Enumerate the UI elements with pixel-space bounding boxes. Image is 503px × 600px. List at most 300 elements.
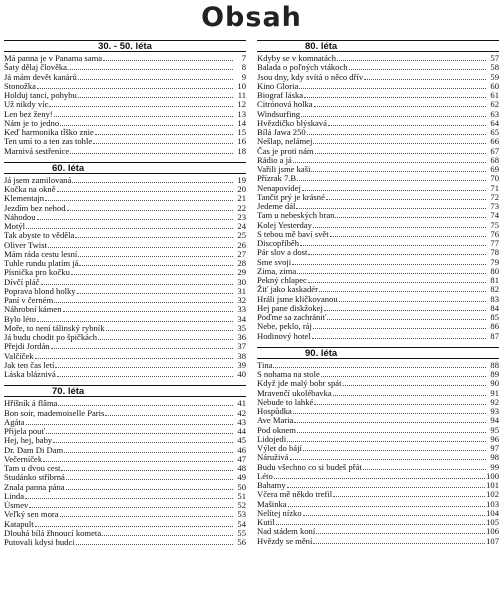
dot-leader [327, 314, 486, 320]
toc-entry[interactable] [257, 239, 499, 248]
toc-section [4, 40, 246, 156]
page-number: 92 [490, 397, 499, 407]
toc-entry[interactable] [4, 147, 246, 156]
toc-entry[interactable] [4, 119, 246, 128]
song-title: Rádio a já [257, 155, 292, 165]
song-title: Jak ten čas letí [4, 360, 55, 370]
toc-entry[interactable] [4, 268, 246, 277]
toc-entry[interactable] [257, 100, 499, 109]
dot-leader [105, 410, 233, 416]
toc-entry[interactable] [4, 333, 246, 342]
page-number: 96 [490, 434, 499, 444]
dot-leader [311, 166, 486, 172]
toc-entry[interactable] [4, 305, 246, 314]
toc-entry[interactable] [4, 483, 246, 492]
dot-leader [294, 417, 486, 423]
toc-entry[interactable] [4, 361, 246, 370]
dot-leader [287, 436, 486, 442]
song-title: Vařili jsme kaši [257, 165, 311, 174]
song-title: S tebou mě baví svět [257, 229, 329, 239]
song-title: Nenapovídej [257, 183, 301, 193]
page-number: 26 [237, 240, 246, 250]
section-heading: 80. léta [257, 40, 499, 52]
page-number: 95 [490, 425, 499, 435]
page-number: 7 [241, 54, 246, 63]
toc-entry[interactable] [257, 407, 499, 416]
toc-entry[interactable] [4, 409, 246, 418]
toc-entry[interactable] [257, 285, 499, 294]
page-number: 106 [486, 527, 499, 537]
page-number: 102 [486, 490, 499, 500]
toc-entry[interactable] [257, 63, 499, 72]
song-title: Hvězdy se mění [257, 536, 313, 546]
dot-leader [48, 242, 233, 248]
page-number: 33 [237, 305, 246, 315]
dot-leader [316, 528, 485, 534]
page-number: 73 [490, 202, 499, 211]
page-number: 78 [490, 248, 499, 258]
dot-leader [304, 92, 486, 98]
toc-entry[interactable] [257, 54, 499, 63]
page-number: 99 [490, 462, 499, 472]
dot-leader [297, 427, 486, 433]
toc-entry[interactable] [4, 259, 246, 268]
song-title: Tak abyste to věděla [4, 231, 75, 241]
dot-leader [274, 473, 485, 479]
page-number: 39 [237, 360, 246, 370]
dot-leader [276, 519, 485, 525]
page-number: 85 [490, 313, 499, 322]
dot-leader [41, 279, 233, 285]
dot-leader [61, 465, 233, 471]
toc-entry[interactable] [4, 455, 246, 464]
toc-entry[interactable] [257, 137, 499, 146]
page-number: 57 [490, 54, 499, 63]
toc-entry[interactable] [4, 418, 246, 427]
toc-entry[interactable] [4, 213, 246, 222]
toc-entry[interactable] [257, 361, 499, 370]
song-title: Hráli jsme kličkovanou [257, 294, 338, 304]
dot-leader [45, 195, 233, 201]
page-number: 10 [237, 81, 246, 91]
song-title: Ave Maria [257, 416, 294, 426]
song-title: Kolej Yesterday [257, 220, 312, 230]
page-number: 30 [237, 277, 246, 287]
page-number: 100 [486, 471, 499, 481]
page-number: 80 [490, 266, 499, 276]
song-title: Večerníček [4, 454, 43, 464]
song-title: Já jsem zamilovaná [4, 175, 72, 185]
dot-leader [293, 157, 486, 163]
song-title: Discopříběh [257, 239, 300, 248]
song-title: Pod oknem [257, 425, 296, 435]
dot-leader [273, 362, 486, 368]
song-title: Náhrobní kámen [4, 305, 62, 315]
song-title: Bahamy [257, 481, 286, 490]
dot-leader [297, 175, 486, 181]
toc-entry[interactable] [257, 267, 499, 276]
song-title: Včera mě někdo trefil [257, 490, 333, 500]
song-title: Znala panna pána [4, 482, 65, 492]
page-number: 28 [237, 259, 246, 268]
page-number: 71 [490, 183, 499, 193]
page-number: 86 [490, 322, 499, 332]
toc-entry[interactable] [257, 147, 499, 156]
page-number: 50 [237, 482, 246, 492]
page-number: 19 [237, 175, 246, 185]
page-number: 11 [237, 91, 246, 100]
song-title: Jsou dny, kdy svítá o něco dřív [257, 72, 364, 82]
dot-leader [29, 502, 233, 508]
dot-leader [49, 101, 233, 107]
dot-leader [95, 129, 233, 135]
toc-entry[interactable] [257, 416, 499, 425]
page-number: 41 [237, 399, 246, 409]
page-number: 72 [490, 192, 499, 202]
toc-entry[interactable] [4, 296, 246, 305]
toc-entry[interactable] [4, 54, 246, 63]
song-title: Mravenčí ukolébavka [257, 388, 332, 398]
toc-entry[interactable] [257, 193, 499, 202]
song-title: Sme svoji [257, 257, 292, 267]
toc-entry[interactable] [257, 444, 499, 453]
dot-leader [26, 223, 233, 229]
song-title: Biograf láska [257, 91, 304, 100]
page-number: 59 [490, 72, 499, 82]
dot-leader [300, 240, 486, 246]
dot-leader [60, 511, 233, 517]
page-number: 91 [490, 388, 499, 398]
toc-entry[interactable] [4, 436, 246, 445]
dot-leader [308, 249, 486, 255]
toc-entry[interactable] [257, 202, 499, 211]
page-number: 68 [490, 155, 499, 165]
dot-leader [319, 286, 486, 292]
toc-entry[interactable] [4, 100, 246, 109]
song-title: Nad stádem koní [257, 527, 316, 537]
toc-entry[interactable] [4, 222, 246, 231]
page-number: 15 [237, 128, 246, 137]
toc-entry[interactable] [257, 426, 499, 435]
dot-leader [53, 437, 233, 443]
page-number: 70 [490, 174, 499, 184]
toc-entry[interactable] [4, 241, 246, 250]
toc-entry[interactable] [257, 184, 499, 193]
song-title: Tančit prý je krásné [257, 192, 325, 202]
page-number: 97 [490, 444, 499, 453]
toc-entry[interactable] [257, 537, 499, 546]
section-heading: 70. léta [4, 385, 246, 397]
toc-entry[interactable] [4, 427, 246, 436]
dot-leader [303, 445, 486, 451]
toc-entry[interactable] [257, 398, 499, 407]
page-number: 81 [490, 276, 499, 285]
dot-leader [58, 400, 233, 406]
page-number: 104 [486, 508, 499, 518]
dot-leader [76, 539, 233, 545]
page-number: 107 [486, 536, 499, 546]
page-number: 61 [490, 91, 499, 100]
page-number: 13 [237, 109, 246, 119]
dot-leader [339, 296, 486, 302]
song-title: Čas je proti nám [257, 146, 314, 156]
toc-entry[interactable] [4, 176, 246, 185]
toc-entry[interactable] [257, 313, 499, 322]
page-number: 79 [490, 257, 499, 267]
page-number: 103 [486, 499, 499, 509]
toc-entry[interactable] [257, 509, 499, 518]
song-title: Nebe, peklo, ráj [257, 322, 312, 332]
dot-leader [328, 120, 486, 126]
toc-entry[interactable] [257, 91, 499, 100]
dot-leader [77, 288, 233, 294]
song-title: Dlouhá bílá žhnoucí kometa. [4, 528, 104, 538]
dot-leader [290, 454, 487, 460]
toc-entry[interactable] [257, 322, 499, 331]
dot-leader [75, 232, 233, 238]
song-title: Mašinka [257, 499, 287, 509]
toc-entry[interactable] [4, 510, 246, 519]
toc-entry[interactable] [4, 110, 246, 119]
toc-entry[interactable] [257, 82, 499, 91]
toc-entry[interactable] [257, 174, 499, 183]
dot-leader [63, 306, 233, 312]
toc-entry[interactable] [4, 250, 246, 259]
toc-entry[interactable] [257, 258, 499, 267]
page-number: 22 [237, 203, 246, 213]
dot-leader [363, 464, 486, 470]
dot-leader [46, 428, 233, 434]
dot-leader [287, 482, 485, 488]
toc-entry[interactable] [4, 352, 246, 361]
page-number: 9 [241, 72, 246, 82]
toc-entry[interactable] [257, 110, 499, 119]
dot-leader [288, 501, 486, 507]
dot-leader [104, 530, 233, 536]
toc-entry[interactable] [4, 492, 246, 501]
toc-entry[interactable] [257, 472, 499, 481]
song-title: Bílá Jawa 250 [257, 128, 306, 137]
song-title: Přijela pouť [4, 427, 46, 436]
dot-leader [55, 362, 233, 368]
page-number: 67 [490, 146, 499, 156]
song-title: Tina [257, 360, 273, 370]
toc-entry[interactable] [257, 490, 499, 499]
song-title: Moře, to není tálinský rybník [4, 323, 105, 333]
toc-entry[interactable] [257, 518, 499, 527]
dot-leader [26, 419, 233, 425]
dot-leader [57, 186, 233, 192]
song-title: Má panna je v Panama sama [4, 54, 103, 63]
toc-entry[interactable] [257, 453, 499, 462]
toc-entry[interactable] [257, 128, 499, 137]
page-number: 65 [490, 128, 499, 137]
toc-entry[interactable] [4, 287, 246, 296]
toc-entry[interactable] [4, 128, 246, 137]
toc-entry[interactable] [4, 538, 246, 547]
toc-entry[interactable] [4, 315, 246, 324]
song-title: Paní v černém [4, 296, 54, 305]
toc-entry[interactable] [4, 529, 246, 538]
toc-entry[interactable] [4, 464, 246, 473]
toc-entry[interactable] [257, 500, 499, 509]
toc-entry[interactable] [257, 389, 499, 398]
dot-leader [330, 231, 486, 237]
toc-entry[interactable] [4, 204, 246, 213]
song-title: Bylo léto [4, 314, 36, 324]
song-title: Holduj tanci, pohybu [4, 91, 77, 100]
dot-leader [64, 447, 233, 453]
toc-entry[interactable] [4, 473, 246, 482]
toc-entry[interactable] [4, 63, 246, 72]
dot-leader [324, 305, 486, 311]
song-title: Tuhle rundu platím já [4, 259, 79, 268]
song-title: Žiť jako kaskadér [257, 285, 318, 295]
page-number: 84 [490, 303, 499, 313]
toc-entry[interactable] [257, 370, 499, 379]
toc-entry[interactable] [257, 527, 499, 536]
dot-leader [293, 408, 486, 414]
dot-leader [314, 399, 486, 405]
dot-leader [98, 334, 233, 340]
page-number: 14 [237, 118, 246, 128]
dot-leader [57, 371, 233, 377]
song-title: Dr. Dam Di Dam [4, 445, 64, 455]
page-number: 49 [237, 473, 246, 483]
toc-entry[interactable] [257, 165, 499, 174]
dot-leader [297, 268, 486, 274]
toc-entry[interactable] [4, 501, 246, 510]
dot-leader [54, 297, 233, 303]
toc-entry[interactable] [257, 156, 499, 165]
toc-entry[interactable] [4, 370, 246, 379]
toc-entry[interactable] [4, 324, 246, 333]
song-title: Náruživá [257, 453, 289, 463]
song-title: Léto [257, 471, 273, 481]
song-title: Hej, hej, baby [4, 436, 53, 446]
toc-entry[interactable] [257, 304, 499, 313]
dot-leader [78, 251, 233, 257]
page-number: 31 [237, 286, 246, 296]
toc-entry[interactable] [257, 332, 499, 341]
toc-entry[interactable] [257, 119, 499, 128]
page-number: 40 [237, 370, 246, 379]
song-title: Valčíček [4, 351, 34, 361]
page-number: 18 [237, 146, 246, 156]
page-number: 12 [237, 100, 246, 110]
dot-leader [35, 521, 233, 527]
dot-leader [60, 120, 233, 126]
song-title: Jedeme dál [257, 202, 296, 211]
toc-entry[interactable] [257, 73, 499, 82]
dot-leader [333, 491, 485, 497]
section-heading: 90. léta [257, 347, 499, 359]
page-number: 38 [237, 351, 246, 361]
page-number: 52 [237, 501, 246, 510]
page-number: 98 [490, 453, 499, 463]
dot-leader [313, 538, 485, 544]
page-number: 63 [490, 109, 499, 119]
toc-entry[interactable] [257, 379, 499, 388]
toc-entry[interactable] [257, 230, 499, 239]
song-title: Bon soir, mademoiselle Paris [4, 408, 105, 418]
song-title: Studánko stříbrná [4, 473, 65, 483]
dot-leader [37, 214, 233, 220]
song-title: Já budu chodit po špičkách [4, 333, 98, 342]
page-number: 56 [237, 538, 246, 547]
song-title: Oliver Twist [4, 240, 47, 250]
toc-entry[interactable] [4, 342, 246, 351]
dot-leader [312, 333, 486, 339]
toc-entry[interactable] [4, 231, 246, 240]
dot-leader [71, 269, 233, 275]
toc-entry[interactable] [4, 194, 246, 203]
toc-entry[interactable] [257, 276, 499, 285]
page-number: 69 [490, 165, 499, 174]
toc-entry[interactable] [4, 185, 246, 194]
song-title: Jezdím bez nehod [4, 203, 66, 213]
page-number: 27 [237, 249, 246, 259]
page-number: 45 [237, 436, 246, 446]
song-title: Nelítej nízko [257, 508, 302, 518]
song-title: Hříšník á flâma [4, 399, 58, 409]
dot-leader [51, 343, 233, 349]
page-number: 53 [237, 510, 246, 520]
song-title: Kdyby se v komnatách [257, 54, 336, 63]
song-title: Mám ráda cestu lesní [4, 249, 78, 259]
toc-entry[interactable] [4, 82, 246, 91]
song-title: S nohama na stole [257, 370, 320, 379]
dot-leader [79, 260, 233, 266]
toc-section [4, 162, 246, 380]
song-title: Já mám devět kanárů [4, 72, 77, 82]
dot-leader [66, 484, 233, 490]
song-title: Poďme sa zachrániť [257, 313, 327, 322]
toc-entry[interactable] [4, 520, 246, 529]
song-title: Len bez ženy! [4, 109, 53, 119]
toc-entry[interactable] [257, 211, 499, 220]
toc-entry[interactable] [4, 399, 246, 408]
song-title: Dívčí pláč [4, 277, 40, 287]
dot-leader [43, 456, 233, 462]
song-title: Kino Gloria [257, 81, 299, 91]
toc-entry[interactable] [257, 463, 499, 472]
page-number: 36 [237, 333, 246, 342]
toc-entry[interactable] [4, 91, 246, 100]
page-number: 23 [237, 212, 246, 222]
page-number: 88 [490, 360, 499, 370]
song-title: Lidojedi [257, 434, 287, 444]
toc-entry[interactable] [4, 73, 246, 82]
dot-leader [349, 64, 486, 70]
dot-leader [66, 474, 233, 480]
song-title: Putovali kdysi hudci [4, 538, 75, 547]
page-number: 58 [490, 63, 499, 73]
toc-entry[interactable] [257, 221, 499, 230]
page-number: 75 [490, 220, 499, 230]
toc-entry[interactable] [4, 446, 246, 455]
toc-entry[interactable] [4, 137, 246, 146]
toc-entry[interactable] [4, 278, 246, 287]
toc-entry[interactable] [257, 435, 499, 444]
toc-entry[interactable] [257, 248, 499, 257]
song-title: Keď harmonika tĺško znie [4, 128, 94, 137]
toc-entry[interactable] [257, 481, 499, 490]
dot-leader [321, 371, 486, 377]
dot-leader [313, 138, 486, 144]
toc-entry[interactable] [257, 295, 499, 304]
song-title: Poprava blond holky [4, 286, 76, 296]
